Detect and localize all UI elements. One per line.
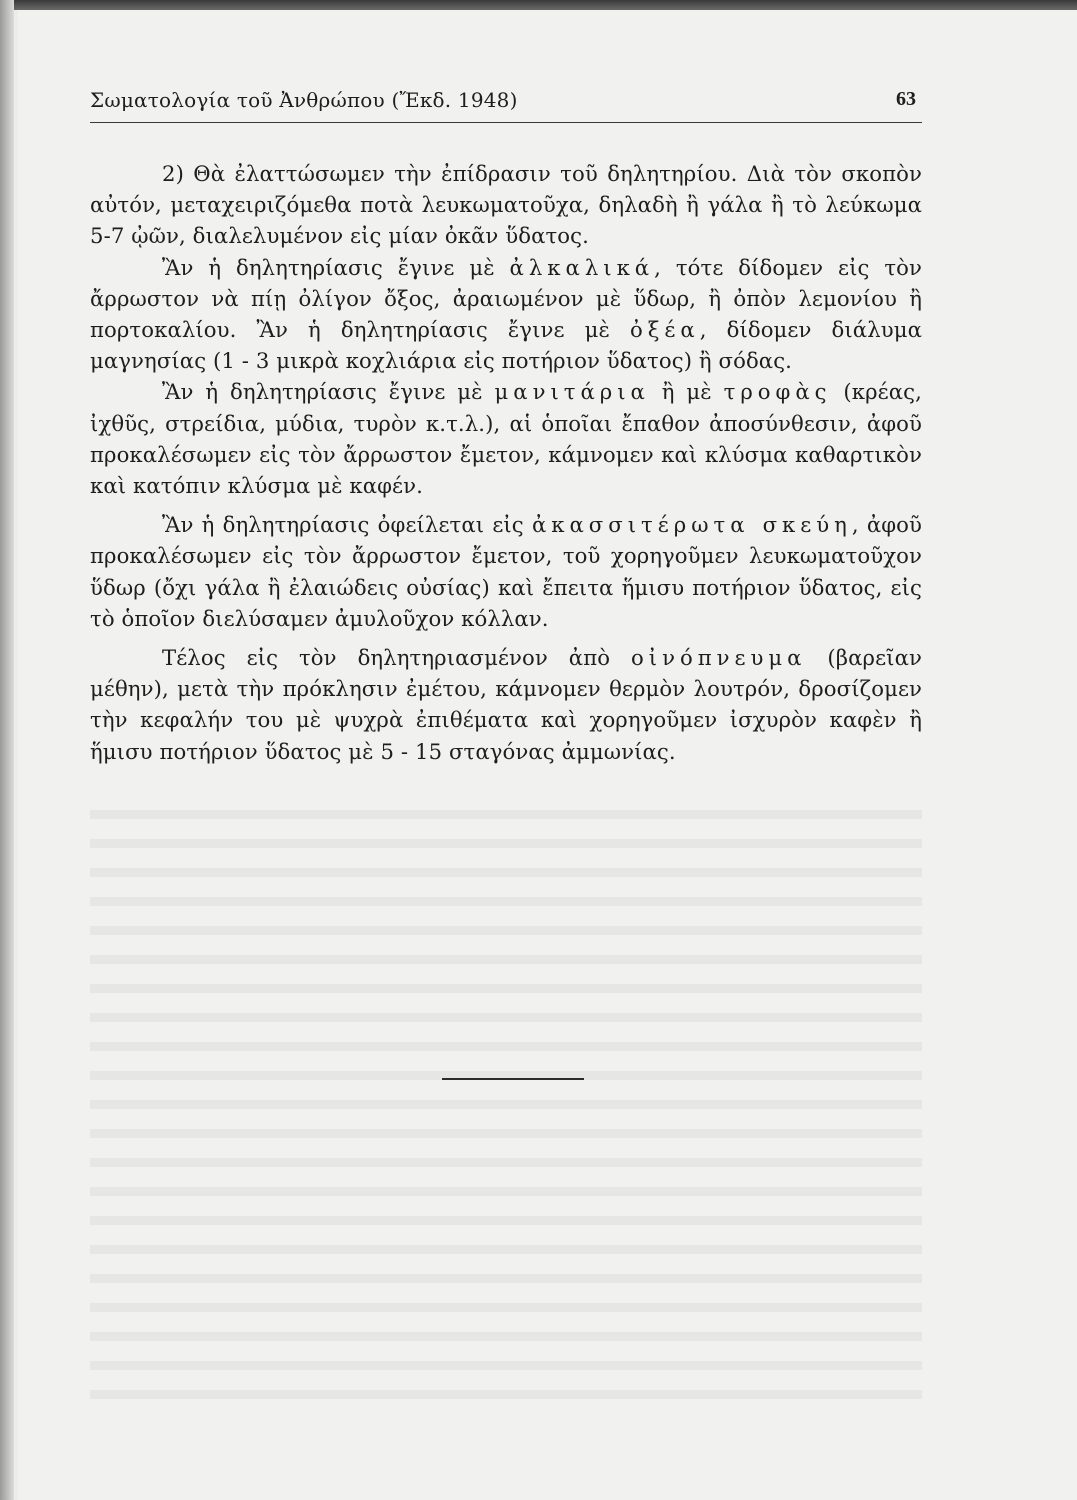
term-oxea: ὀξέα — [629, 317, 700, 343]
paragraph-3 — [90, 376, 922, 501]
paragraph-5-pre: Τέλος εἰς τὸν δηλητηριασμένον ἀπὸ — [162, 645, 611, 671]
paragraph-4 — [90, 509, 922, 634]
scan-left-edge — [0, 0, 14, 1500]
term-alkalika: ἀλκαλικά — [509, 254, 655, 280]
section-divider — [442, 1078, 584, 1080]
page-number: 63 — [896, 88, 916, 110]
paragraph-3-post: (κρέας, ἰχθῦς, στρείδια, μύδια, τυρὸν κ.τ.λ.), αἱ ὁποῖαι ἔπαθον ἀποσύνθεσιν, ἀφοῦ προκαλέσωμεν εἰς τὸν ἄρρωστον ἔμετον, κάμνομεν καὶ κλύσμα καθαρτικὸν καὶ κατόπιν κλύσμα μὲ καφέν. — [90, 379, 922, 499]
paragraph-2-pre: Ἂν ἡ δηλητηρίασις ἔγινε μὲ — [162, 254, 495, 280]
running-title: Σωματολογία τοῦ Ἀνθρώπου (Ἔκδ. 1948) — [90, 88, 518, 112]
paragraph-5-post: (βαρεῖαν μέθην), μετὰ τὴν πρόκλησιν ἐμέτου, κάμνομεν θερμὸν λουτρόν, δροσίζομεν τὴν κεφαλήν του μὲ ψυχρὰ ἐπιθέματα καὶ χορηγοῦμεν ἰσχυρὸν καφὲν ἢ ἥμισυ ποτήριον ὕδατος μὲ 5 - 15 σταγόνας ἀμμωνίας. — [90, 645, 922, 764]
paragraph-2-mid: , τότε δίδομεν εἰς τὸν ἄρρωστον νὰ πίῃ ὀλίγον ὄξος, ἀραιωμένον μὲ ὕδωρ, ἢ ὀπὸν λεμονίου ἢ πορτοκαλίου. Ἂν ἡ δηλητηρίασις ἔγινε μὲ — [90, 254, 922, 343]
term-manitaria: μανιτάρια — [494, 379, 650, 405]
paragraph-5 — [90, 642, 922, 767]
paragraph-1-text: 2) Θὰ ἐλαττώσωμεν τὴν ἐπίδρασιν τοῦ δηλητηρίου. Διὰ τὸν σκοπὸν αὐτόν, μεταχειριζόμεθα ποτὰ λευκωματοῦχα, δηλαδὴ ἢ γάλα ἢ τὸ λεύκωμα 5-7 ᾠῶν, διαλελυμένον εἰς μίαν ὀκᾶν ὕδατος. — [90, 161, 922, 249]
text-body — [90, 158, 922, 767]
paragraph-3-pre: Ἂν ἡ δηλητηρίασις ἔγινε μὲ — [162, 379, 483, 405]
term-akassiterota-skeui: ἀκασσιτέρωτα σκεύη — [531, 512, 852, 538]
paragraph-2-post: , δίδομεν διάλυμα μαγνησίας (1 - 3 μικρὰ κοχλιάρια εἰς ποτήριον ὕδατος) ἢ σόδας. — [90, 317, 922, 374]
term-oinopneuma: οἰνόπνευμα — [631, 645, 807, 671]
scan-top-edge — [0, 0, 1077, 10]
paragraph-2 — [90, 252, 922, 377]
term-trofas: τροφὰς — [723, 379, 832, 405]
paragraph-4-post: , ἀφοῦ προκαλέσωμεν εἰς τὸν ἄρρωστον ἔμετον, τοῦ χορηγοῦμεν λευκωματοῦχον ὕδωρ (ὄχι γάλα ἢ ἐλαιώδεις οὐσίας) καὶ ἔπειτα ἥμισυ ποτήριον ὕδατος, εἰς τὸ ὁποῖον διελύσαμεν ἀμυλοῦχον κόλλαν. — [90, 512, 923, 631]
bleed-through-shadow — [90, 790, 922, 1410]
paragraph-4-pre: Ἂν ἡ δηλητηρίασις ὀφείλεται εἰς — [162, 512, 524, 538]
paragraph-1 — [90, 158, 922, 252]
page-header — [90, 88, 922, 123]
paragraph-3-mid: ἢ μὲ — [661, 379, 712, 405]
